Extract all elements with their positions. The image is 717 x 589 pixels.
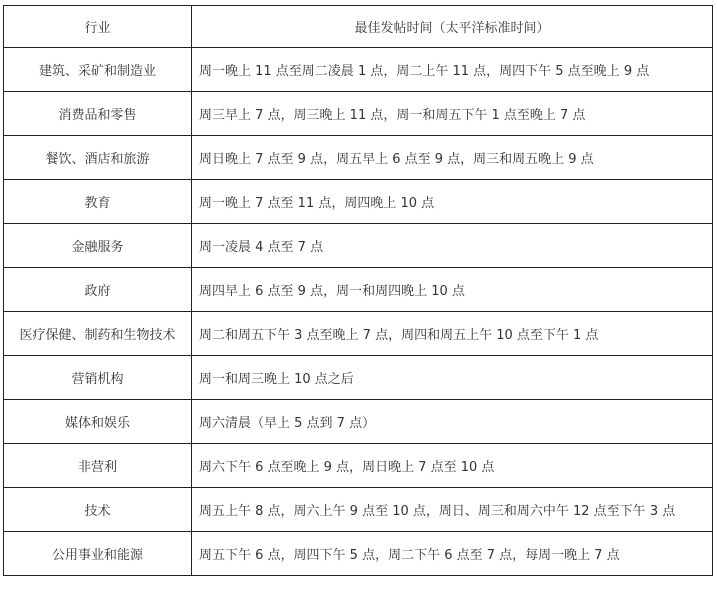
table-header-row bbox=[4, 6, 713, 48]
time-cell: 周一晚上 11 点至周二凌晨 1 点，周二上午 11 点，周四下午 5 点至晚上 9 点 bbox=[192, 48, 713, 92]
table-row bbox=[4, 224, 713, 268]
table-row bbox=[4, 532, 713, 576]
industry-cell: 建筑、采矿和制造业 bbox=[4, 48, 192, 92]
table-row bbox=[4, 48, 713, 92]
time-cell: 周日晚上 7 点至 9 点，周五早上 6 点至 9 点，周三和周五晚上 9 点 bbox=[192, 136, 713, 180]
time-cell: 周一晚上 7 点至 11 点，周四晚上 10 点 bbox=[192, 180, 713, 224]
table-row bbox=[4, 268, 713, 312]
time-cell: 周六下午 6 点至晚上 9 点，周日晚上 7 点至 10 点 bbox=[192, 444, 713, 488]
table-row bbox=[4, 488, 713, 532]
industry-cell: 餐饮、酒店和旅游 bbox=[4, 136, 192, 180]
industry-cell: 教育 bbox=[4, 180, 192, 224]
industry-cell: 非营利 bbox=[4, 444, 192, 488]
time-cell: 周一和周三晚上 10 点之后 bbox=[192, 356, 713, 400]
industry-cell: 技术 bbox=[4, 488, 192, 532]
industry-cell: 公用事业和能源 bbox=[4, 532, 192, 576]
header-best-posting-time: 最佳发帖时间（太平洋标准时间） bbox=[192, 6, 713, 48]
table-row bbox=[4, 444, 713, 488]
industry-cell: 医疗保健、制药和生物技术 bbox=[4, 312, 192, 356]
table-row bbox=[4, 312, 713, 356]
time-cell: 周二和周五下午 3 点至晚上 7 点，周四和周五上午 10 点至下午 1 点 bbox=[192, 312, 713, 356]
table-row bbox=[4, 400, 713, 444]
industry-cell: 消费品和零售 bbox=[4, 92, 192, 136]
time-cell: 周五下午 6 点，周四下午 5 点，周二下午 6 点至 7 点，每周一晚上 7 点 bbox=[192, 532, 713, 576]
table-row bbox=[4, 136, 713, 180]
time-cell: 周四早上 6 点至 9 点，周一和周四晚上 10 点 bbox=[192, 268, 713, 312]
time-cell: 周五上午 8 点，周六上午 9 点至 10 点，周日、周三和周六中午 12 点至下午 3 点 bbox=[192, 488, 713, 532]
industry-cell: 营销机构 bbox=[4, 356, 192, 400]
table-row bbox=[4, 356, 713, 400]
posting-times-table bbox=[3, 5, 713, 576]
posting-times-table-container bbox=[3, 5, 712, 576]
industry-cell: 媒体和娱乐 bbox=[4, 400, 192, 444]
industry-cell: 政府 bbox=[4, 268, 192, 312]
time-cell: 周六清晨（早上 5 点到 7 点） bbox=[192, 400, 713, 444]
time-cell: 周三早上 7 点，周三晚上 11 点，周一和周五下午 1 点至晚上 7 点 bbox=[192, 92, 713, 136]
table-row bbox=[4, 92, 713, 136]
header-industry: 行业 bbox=[4, 6, 192, 48]
table-row bbox=[4, 180, 713, 224]
time-cell: 周一凌晨 4 点至 7 点 bbox=[192, 224, 713, 268]
industry-cell: 金融服务 bbox=[4, 224, 192, 268]
